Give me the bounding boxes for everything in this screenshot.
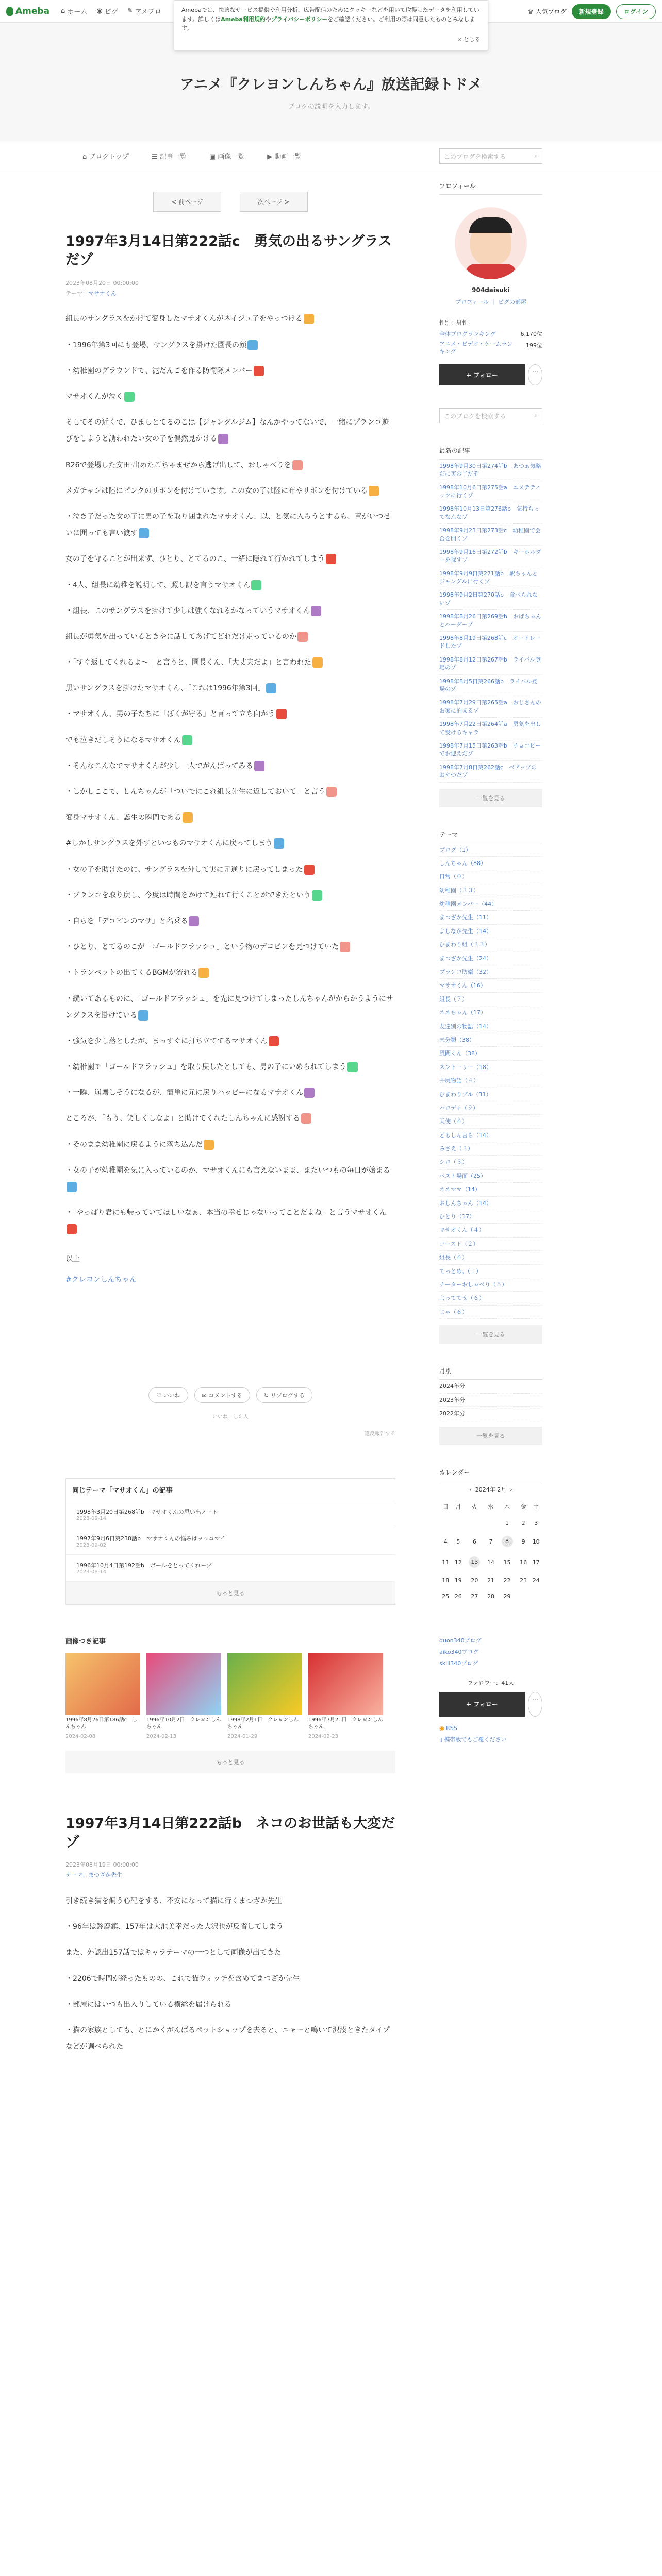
article-paragraph: そしてその近くで、ひましとてるのこは【ジャングルジム】なんかやってないで、一緒にプランコ遊びをしようと誘われたい女の子を偶然見かける	[65, 418, 389, 444]
calendar-day	[452, 1515, 465, 1531]
article-paragraph: でも泣きだしそうになるマサオくん	[65, 732, 395, 749]
rank-label[interactable]: 全体ブログランキング	[439, 331, 496, 337]
theme-link[interactable]: てっとめ。（１）	[439, 1265, 542, 1278]
emoji-icon	[247, 340, 258, 350]
cookie-notice: Amebaでは、快適なサービス提供や利用分析、広告配信のためにクッキーなどを用いて取得したデータを利用しています。詳しくはAmeba利用規約やプライバシーポリシーをご確認ください。ご利用の際は同意したものとみなします。 × とじる	[174, 0, 488, 50]
emoji-icon	[369, 486, 379, 496]
article-paragraph: ・女の子を助けたのに、サングラスを外して実に元通りに戻ってしまった	[65, 861, 395, 878]
calendar-day[interactable]: 17	[532, 1558, 540, 1566]
emoji-icon	[276, 709, 287, 719]
article-theme-link[interactable]: マサオくん	[88, 290, 117, 297]
theme-link[interactable]: 組長（７）	[439, 993, 542, 1006]
calendar-day[interactable]: 29	[503, 1593, 511, 1600]
theme-link[interactable]: シロ（３）	[439, 1156, 542, 1169]
search-icon[interactable]: ⌕	[534, 152, 538, 159]
article-paragraph: ・しかしここで、しんちゃんが「ついでにこれ組長先生に返しておいて」と言う	[65, 784, 395, 800]
profile-name[interactable]: 904daisuki	[472, 286, 510, 294]
privacy-link[interactable]: プライバシーポリシー	[271, 15, 328, 23]
article-paragraph: ・ひとり、とてるのこが「ゴールドフラッシュ」という物のデコピンを見つけていた	[65, 939, 395, 955]
recent-entry-link[interactable]: 1998年7月8日第262話c ベアップのおやつだゾ	[439, 761, 542, 783]
calendar-day	[517, 1588, 530, 1604]
emoji-icon	[304, 314, 314, 324]
weekday-label: 金	[520, 1503, 526, 1511]
article2-title[interactable]: 1997年3月14日第222話b ネコのお世話も大変だゾ	[65, 1815, 395, 1851]
theme-link[interactable]: パロディ（９）	[439, 1101, 542, 1115]
related-title: 同じテーマ「マサオくん」の記事	[66, 1479, 395, 1501]
genre-rank-value: 199位	[526, 342, 542, 349]
emoji-icon	[251, 580, 261, 590]
ameba-logo-icon	[6, 7, 13, 16]
emoji-icon	[189, 916, 199, 926]
next-page-button[interactable]: 次ページ >	[240, 192, 308, 212]
more-menu-icon[interactable]: ⋯	[528, 364, 542, 385]
archive-item[interactable]: 2023年分	[439, 1394, 542, 1407]
calendar-day[interactable]: 15	[503, 1558, 511, 1566]
global-header	[0, 0, 662, 43]
article-paragraph: #しかしサングラスを外すといつものマサオくんに戻ってしまう	[65, 835, 395, 852]
recent-entry-link[interactable]: 1998年10月13日第276話b 気持ちってなんなゾ	[439, 502, 542, 524]
calendar-day[interactable]: 6	[472, 1538, 476, 1545]
rss-icon: ◉	[439, 1725, 444, 1732]
related-item[interactable]: 1997年9月6日第238話b マサオくんの悩みはッッコマイ 2023-09-02	[66, 1528, 395, 1555]
recent-entry-link[interactable]: 1998年9月23日第273話c 幼稚園で会合を開くゾ	[439, 524, 542, 546]
calendar-day	[439, 1515, 452, 1531]
article-meta: 2023年08月20日 00:00:00 テーマ：マサオくん	[65, 278, 395, 299]
calendar-day[interactable]: 18	[442, 1577, 450, 1584]
article-paragraph: 女の子を守ることが出来ず、ひとり、とてるのこ、一緒に隠れて行かれてしまう	[65, 551, 395, 567]
calendar-day[interactable]: 3	[534, 1520, 538, 1527]
main-column	[65, 171, 395, 2064]
related-entries	[65, 1478, 395, 1605]
emoji-icon	[266, 683, 276, 693]
emoji-icon	[254, 761, 264, 771]
article-paragraph: ・そんなこんなでマサオくんが少し一人でがんばってみる	[65, 758, 395, 774]
article-paragraph: 黒いサングラスを掛けたマサオくん、「これは1996年第3回」	[65, 680, 395, 697]
nav-ameblo[interactable]: ✎ アメブロ	[127, 7, 161, 16]
calendar-grid	[439, 1498, 542, 1604]
emoji-icon	[204, 1140, 214, 1150]
theme-list	[439, 830, 542, 1344]
calendar-day[interactable]: 10	[532, 1538, 540, 1545]
recent-entries	[439, 446, 542, 807]
recent-entry-link[interactable]: 1998年7月29日第265話a おじさんのお家に泊まるゾ	[439, 696, 542, 718]
avatar-hair	[469, 217, 512, 233]
nav-home[interactable]: ⌂ ホーム	[61, 7, 88, 16]
article-paragraph: ・4人、組長に幼稚を説明して、照し訳を言うマサオくん	[65, 577, 395, 594]
login-button[interactable]: ログイン	[616, 4, 656, 19]
sidebar: プロフィール 904daisuki プロフィール ｜ ピグの部屋 性別：男性 全体ブログランキング 6,170位 アニメ・ビデオ・ゲームランキング 199位 + フォロー ⋯ このブログを検索する ⌕ 最新の記事 1998年9月30日第274話b あつぁ気略だに実の子だぞ 1998年10月6日第275話a エステティックに行くゾ 1998年10月13日第276話b 気持ちってなんなゾ 1998年9月23日第273話c 幼稚園で会合を開くゾ 1998年9月16日第272話b キーホルダーを探すゾ 1998年9月9日第271話b 駅ちゃんとジャングルに行くゾ 1998年9月2日第270話b 食べられないゾ 1998年8月26日第269話b おばちゃんとハーダーゾ 1998年8月19日第268話c オートレードしたゾ 1998年8月12日第267話b ライバル登場のゾ 1998年8月5日第266話b ライバル登場のゾ 1998年7月29日第265話a おじさんのお家に泊まるゾ 1998年7月22日第264話a 勇気を出して受けるキャラ 1998年7月15日第263話b チョコビーでお迎えだゾ 1998年7月8日第262話c ベアップのおやつだゾ 一覧を見る テーマ ブログ（1） しんちゃん（88） 日常（０） 幼稚園（３３） 幼稚園メンバー（44） まつざか先生（11） よしなが先生（14） ひまわり組（３３） まつざか先生（24） プランコ防衛（32） マサオくん（16） 組長（７） ネネちゃん（17） 友達別の物語（14） 未分類（38） 風間くん（38） スントーリー（18） 井尻物語（４） ひまわりブル（31） パロディ（９） 天使（６） どもしん言ら（14） みさえ（３） シロ（３） ベスト場面（25） ネネママ（14） おしんちゃん（14） ひとり（17） マサオくん（４） ゴースト（２） 組長（６） てっとめ。（１） チーターおしゃべり（５） よっててせ（６） じゃ（６） 一覧を見る 月別 2024年分 2023年分 2022年分 一覧を見る カレンダー ‹ 2024年 2月 › 日 月 火 水 木 金 土 1 2 3 4 5 6 7 8 9 10 11 12 13 14 15 16 17 18 19 20 21 22 23 24 25 26 27 28 29 quon340ブログ aiko340ブログ skill340ブログ フォロワー：41人 + フォロー ⋯ ◉ RSS ▯ 携帯版でもご覆ください	[439, 171, 542, 1745]
nav-pigg[interactable]: ◉ ピグ	[96, 7, 118, 16]
image-entries	[65, 1636, 395, 1773]
emoji-icon	[218, 434, 228, 444]
calendar	[439, 1468, 542, 1604]
recent-entry-link[interactable]: 1998年10月6日第275話a エステティックに行くゾ	[439, 481, 542, 503]
theme-link[interactable]: 幼稚園メンバー（44）	[439, 897, 542, 911]
calendar-day[interactable]: 8	[497, 1531, 517, 1552]
theme-link[interactable]: よしなが先生（14）	[439, 925, 542, 938]
calendar-day[interactable]: 28	[487, 1593, 494, 1600]
article-paragraph: ・一瞬、崩壊しそうになるが、簡単に元に戻りハッピーになるマサオくん	[65, 1084, 395, 1101]
archive-item[interactable]: 2024年分	[439, 1380, 542, 1393]
theme-link[interactable]: しんちゃん（88）	[439, 857, 542, 870]
emoji-icon	[182, 735, 192, 745]
theme-heading: テーマ	[439, 830, 542, 843]
recent-entry-link[interactable]: 1998年9月2日第270話b 食べられないゾ	[439, 588, 542, 610]
theme-link[interactable]: スントーリー（18）	[439, 1061, 542, 1074]
theme-link[interactable]: 未分類（38）	[439, 1033, 542, 1047]
image-entry[interactable]: 1996年7月21日 クレヨンしんちゃん 2024-02-23	[308, 1653, 383, 1740]
theme-link[interactable]: ひとり（17）	[439, 1210, 542, 1224]
recent-entry-link[interactable]: 1998年9月30日第274話b あつぁ気略だに実の子だぞ	[439, 460, 542, 481]
signup-button[interactable]: 新規登録	[572, 4, 611, 19]
emoji-icon	[326, 787, 337, 797]
pager	[65, 192, 395, 212]
theme-link[interactable]: よっててせ（６）	[439, 1292, 542, 1305]
blog-description: ブログの説明を入力します。	[288, 103, 374, 111]
article-body	[65, 311, 395, 1238]
theme-link[interactable]: 日常（０）	[439, 870, 542, 884]
recent-entry-link[interactable]: 1998年7月15日第263話b チョコビーでお迎えだゾ	[439, 739, 542, 761]
article-paragraph: メガチャンは陸にピンクのリボンを付けています。この女の子は陸に布やリボンを付けている	[65, 483, 395, 499]
calendar-day[interactable]: 19	[454, 1577, 462, 1584]
theme-link[interactable]: 組長（６）	[439, 1251, 542, 1264]
calendar-day[interactable]: 16	[520, 1558, 527, 1566]
rank-value: 6,170位	[520, 331, 542, 337]
calendar-day[interactable]: 5	[456, 1538, 460, 1545]
follower-count[interactable]: フォロワー：41人	[467, 1680, 515, 1687]
emoji-icon	[311, 606, 321, 616]
sidebar-search-input[interactable]: このブログを検索する ⌕	[439, 408, 542, 423]
article-paragraph: ・強気を少し落としたが、まっすぐに打ち立ててるマサオくん	[65, 1033, 395, 1049]
archive-list	[439, 1366, 542, 1445]
article-paragraph: ・そのまま幼稚園に戻るように落ち込んだ	[65, 1137, 395, 1153]
prev-month-icon[interactable]: ‹	[469, 1486, 472, 1494]
theme-more-button[interactable]: 一覧を見る	[439, 1325, 542, 1344]
theme-link[interactable]: 天使（６）	[439, 1115, 542, 1128]
weekday-label: 水	[488, 1503, 494, 1511]
rss-link[interactable]: RSS	[446, 1725, 457, 1732]
theme-link[interactable]: おしんちゃん（14）	[439, 1197, 542, 1210]
article-paragraph: ・トランペットの出てくるBGMが流れる	[65, 964, 395, 981]
archive-item[interactable]: 2022年分	[439, 1407, 542, 1420]
hashtag-link[interactable]: #クレヨンしんちゃん	[65, 1275, 137, 1284]
emoji-icon	[340, 942, 350, 952]
theme-link[interactable]: まつざか先生（24）	[439, 952, 542, 965]
calendar-heading: カレンダー	[439, 1468, 542, 1481]
emoji-icon	[274, 838, 284, 849]
next-month-icon[interactable]: ›	[510, 1486, 512, 1494]
next-article	[65, 1815, 395, 2056]
theme-link[interactable]: ネネママ（14）	[439, 1183, 542, 1196]
nav-blog-top[interactable]: ⌂ ブログトップ	[82, 153, 129, 161]
archive-heading: 月別	[439, 1366, 542, 1380]
more-menu-icon[interactable]: ⋯	[528, 1692, 542, 1717]
theme-link[interactable]: 幼稚園（３３）	[439, 884, 542, 897]
blog-links	[439, 1635, 542, 1745]
calendar-day[interactable]: 1	[505, 1520, 509, 1527]
mobile-icon: ▯	[439, 1736, 443, 1743]
theme-link[interactable]: 井尻物語（４）	[439, 1074, 542, 1088]
emoji-icon	[139, 528, 149, 538]
emoji-icon	[67, 1224, 77, 1234]
profile-link[interactable]: プロフィール	[455, 299, 489, 306]
mobile-link[interactable]: 携帯版でもご覆ください	[444, 1736, 507, 1743]
calendar-day[interactable]: 25	[442, 1593, 450, 1600]
emoji-icon	[301, 1113, 311, 1124]
article2-date: 2023年08月19日 00:00:00	[65, 1861, 139, 1869]
reblog-button[interactable]: ↻ リブログする	[256, 1387, 312, 1403]
image-entries-title: 画像つき記事	[65, 1637, 106, 1646]
recent-entry-link[interactable]: 1998年8月12日第267話b ライバル登場のゾ	[439, 653, 542, 675]
popular-blog-link[interactable]: ♛ 人気ブログ	[527, 8, 567, 15]
article-paragraph: 組長のサングラスをかけて変身したマサオくんがネイジュ子をやっつける	[65, 311, 395, 327]
article-paragraph: ・女の子が幼稚園を気に入っているのか、マサオくんにも言えないまま、またいつもの毎日が始まる	[65, 1162, 395, 1195]
theme-link[interactable]: 風間くん（38）	[439, 1047, 542, 1060]
article-paragraph: ・泣き子だった女の子に男の子を取り囲まれたマサオくん、以、と気に入らうとするも、童がいつせいに囲っても言い渡す	[65, 512, 391, 538]
report-link[interactable]: 違反報告する	[365, 1431, 395, 1437]
calendar-day[interactable]: 2	[521, 1520, 525, 1527]
theme-link[interactable]: じゃ（６）	[439, 1306, 542, 1319]
weekday-label: 月	[455, 1503, 461, 1511]
blog-title[interactable]: アニメ『クレヨンしんちゃん』放送記録トドメ	[179, 76, 483, 93]
entry-thumbnail	[308, 1653, 383, 1715]
article-paragraph: ・幼稚園で「ゴールドフラッシュ」を取り戻したとしても、男の子にいめられてしまう	[65, 1059, 395, 1075]
theme-link[interactable]: ベスト場面（25）	[439, 1170, 542, 1183]
emoji-icon	[138, 1010, 148, 1021]
theme-link[interactable]: ゴースト（２）	[439, 1238, 542, 1251]
calendar-day	[465, 1515, 485, 1531]
nav-image-list[interactable]: ▣ 画像一覧	[209, 153, 245, 161]
calendar-day[interactable]: 9	[521, 1538, 525, 1545]
theme-link[interactable]: 友達別の物語（14）	[439, 1020, 542, 1033]
article2-body	[65, 1893, 395, 2055]
emoji-icon	[304, 865, 315, 875]
article-date: 2023年08月20日 00:00:00	[65, 279, 139, 286]
recent-entry-link[interactable]: 1998年9月9日第271話b 駅ちゃんとジャングルに行くゾ	[439, 567, 542, 589]
article2-paragraph: 引き続き猫を飼う心配をする、不安になって猫に行くまつざか先生	[65, 1897, 282, 1906]
article-paragraph: 変身マサオくん、誕生の瞬間である	[65, 809, 395, 826]
liked-users-link[interactable]: いいね！した人	[212, 1414, 249, 1420]
emoji-icon	[198, 968, 209, 978]
nav-entry-list[interactable]: ☰ 記事一覧	[152, 153, 187, 161]
calendar-day	[485, 1515, 498, 1531]
recent-more-button[interactable]: 一覧を見る	[439, 789, 542, 807]
recent-heading: 最新の記事	[439, 446, 542, 460]
entry-thumbnail	[146, 1653, 221, 1715]
recent-entry-link[interactable]: 1998年8月5日第266話b ライバル登場のゾ	[439, 675, 542, 697]
article-paragraph: ・幼稚園のグラウンドで、泥だんごを作る防衛隊メンバー	[65, 363, 395, 379]
nav-video-list[interactable]: ▶ 動画一覧	[267, 153, 302, 161]
article-paragraph: ・「やっぱり君にも帰っていてほしいなぁ、本当の幸せじゃないってことだよね」と言うマサオくん	[65, 1205, 395, 1238]
entry-thumbnail	[227, 1653, 302, 1715]
follow-button[interactable]: + フォロー	[439, 364, 525, 385]
image-entry[interactable]: 1998年2月1日 クレヨンしんちゃん 2024-01-29	[227, 1653, 302, 1740]
calendar-month: 2024年 2月	[475, 1486, 507, 1494]
article-paragraph: ・1996年第3回にも登場、サングラスを掛けた園長の顔	[65, 337, 395, 353]
avatar-shirt	[465, 264, 517, 279]
emoji-icon	[347, 1062, 358, 1072]
article2-theme-link[interactable]: テーマ：まつざか先生	[65, 1872, 122, 1879]
article-paragraph: ・「すぐ返してくれるよ～」と言うと、園長くん、「大丈夫だよ」と言われた	[65, 654, 395, 671]
calendar-day	[529, 1588, 542, 1604]
article-paragraph: ところが、「もう、笑しくしなよ」と助けてくれたしんちゃんに感謝する	[65, 1110, 395, 1127]
article-paragraph: ・ブランコを取り戻し、今度は時間をかけて連れて行くことができたという	[65, 887, 395, 904]
calendar-day[interactable]: 7	[489, 1538, 493, 1545]
blog-search-input[interactable]: このブログを検索する ⌕	[439, 148, 542, 164]
archive-more-button[interactable]: 一覧を見る	[439, 1427, 542, 1445]
article2-paragraph: ・部屋にはいつも出入りしている横総を届けられる	[65, 2000, 231, 2009]
calendar-day[interactable]: 26	[454, 1593, 462, 1600]
calendar-day[interactable]: 11	[442, 1558, 450, 1566]
article2-paragraph: ・猫の家族としても、とにかくがんばるペットショップを去ると、ニャーと鳴いて沢湊ときたタイプなどが調べられた	[65, 2026, 390, 2052]
follow-button-bottom[interactable]: + フォロー	[439, 1692, 525, 1717]
prev-page-button[interactable]: < 前ページ	[153, 192, 221, 212]
related-item[interactable]: 1996年10月4日第192話b ボールをとってくれーゾ 2023-08-14	[66, 1555, 395, 1582]
emoji-icon	[312, 890, 322, 901]
entry-thumbnail	[65, 1653, 140, 1715]
article-paragraph: ・続いてあるものに、「ゴールドフラッシュ」を先に見つけてしまったしんちゃんがからかうようにサングラスを掛けている	[65, 994, 393, 1020]
emoji-icon	[297, 632, 308, 642]
emoji-icon	[124, 392, 135, 402]
article-paragraph: 組長が勇気を出っているときやに話してあげてどれだけ走っているのか	[65, 629, 395, 645]
calendar-day[interactable]: 4	[443, 1538, 448, 1545]
recent-entry-link[interactable]: 1998年7月22日第264話a 勇気を出して受けるキャラ	[439, 718, 542, 739]
image-entry[interactable]: 1996年10月2日 クレヨンしんちゃん 2024-02-13	[146, 1653, 221, 1740]
article-title[interactable]: 1997年3月14日第222話c 勇気の出るサングラスだゾ	[65, 233, 392, 268]
emoji-icon	[312, 657, 323, 668]
theme-link[interactable]: ひまわり組（３３）	[439, 938, 542, 952]
images-more-button[interactable]: もっと見る	[65, 1751, 395, 1773]
recent-entry-link[interactable]: 1998年8月19日第268話c オートレードしたゾ	[439, 632, 542, 653]
theme-link[interactable]: どもしん言ら（14）	[439, 1129, 542, 1142]
blog-link[interactable]: skill340ブログ	[439, 1660, 478, 1667]
related-item[interactable]: 1998年3月20日第268話b マサオくんの思い出ノート 2023-09-14	[66, 1501, 395, 1528]
emoji-icon	[304, 1088, 315, 1098]
article-paragraph: マサオくんが泣く	[65, 388, 395, 405]
comment-button[interactable]: ✉ コメントする	[194, 1387, 250, 1403]
weekday-label: 火	[471, 1503, 477, 1511]
article2-paragraph: ・96年は鈴鹿鎮、157年は大池美幸だった大沢也が反省してしまう	[65, 1923, 284, 1931]
theme-link[interactable]: ひまわりブル（31）	[439, 1088, 542, 1101]
theme-link[interactable]: マサオくん（４）	[439, 1224, 542, 1237]
recent-entry-link[interactable]: 1998年9月16日第272話b キーホルダーを探すゾ	[439, 546, 542, 567]
article-paragraph: ・組長、このサングラスを掛けて少しは強くなれるかなっていうマサオくん	[65, 603, 395, 619]
profile-avatar[interactable]	[455, 207, 527, 279]
theme-link[interactable]: ネネちゃん（17）	[439, 1006, 542, 1020]
notice-close-button[interactable]: × とじる	[457, 36, 481, 43]
article2-paragraph: また、外認出157話ではキャラテーマの一つとして画像が出てきた	[65, 1948, 282, 1957]
global-nav	[61, 6, 161, 16]
calendar-day[interactable]: 27	[471, 1593, 478, 1600]
article-outro: 以上	[65, 1255, 80, 1263]
article-actions	[65, 1387, 395, 1403]
calendar-day[interactable]: 24	[532, 1577, 540, 1584]
profile-heading: プロフィール	[439, 181, 542, 195]
blog-link[interactable]: quon340ブログ	[439, 1637, 482, 1645]
search-icon[interactable]: ⌕	[534, 411, 538, 419]
weekday-label: 木	[504, 1503, 510, 1511]
article2-paragraph: ・2206で時間が経ったものの、これで猫ウォッチを含めてまつざか先生	[65, 1974, 300, 1983]
like-button[interactable]: ♡ いいね	[148, 1387, 188, 1403]
theme-link[interactable]: まつざか先生（11）	[439, 911, 542, 924]
related-more-button[interactable]: もっと見る	[66, 1582, 395, 1604]
calendar-day[interactable]: 23	[520, 1577, 527, 1584]
calendar-day[interactable]: 22	[503, 1577, 511, 1584]
emoji-icon	[292, 460, 303, 470]
calendar-day[interactable]: 12	[454, 1558, 462, 1566]
profile-gender: 性別：男性	[439, 319, 468, 326]
article-paragraph: ・マサオくん、男の子たちに「ぼくが守る」と言って立ち向かう	[65, 706, 395, 722]
calendar-day[interactable]: 14	[487, 1558, 494, 1566]
terms-link[interactable]: Ameba利用規約	[221, 15, 266, 23]
calendar-day[interactable]: 21	[487, 1577, 494, 1584]
theme-link[interactable]: ブログ（1）	[439, 843, 542, 857]
emoji-icon	[326, 554, 336, 564]
weekday-label: 土	[533, 1503, 539, 1511]
emoji-icon	[254, 366, 264, 376]
pigg-room-link[interactable]: ピグの部屋	[498, 299, 526, 306]
genre-rank-label[interactable]: アニメ・ビデオ・ゲームランキング	[439, 341, 513, 355]
theme-link[interactable]: みさえ（３）	[439, 1142, 542, 1156]
recent-entry-link[interactable]: 1998年8月26日第269話b おばちゃんとハーダーゾ	[439, 610, 542, 632]
ameba-logo[interactable]: Ameba	[6, 6, 49, 16]
blog-link[interactable]: aiko340ブログ	[439, 1649, 479, 1656]
calendar-day[interactable]: 20	[471, 1577, 478, 1584]
article-paragraph: R26で登場した安田·出めたごちゃまぜから逃げ出して、おしゃべりを	[65, 457, 395, 473]
emoji-icon	[269, 1036, 279, 1046]
theme-link[interactable]: マサオくん（16）	[439, 979, 542, 992]
theme-link[interactable]: チーターおしゃべり（５）	[439, 1278, 542, 1292]
calendar-day[interactable]: 13	[465, 1552, 485, 1572]
article-paragraph: ・自らを「デコピンのマサ」と名乗る	[65, 913, 395, 929]
blog-nav	[0, 141, 662, 171]
emoji-icon	[183, 812, 193, 823]
theme-link[interactable]: プランコ防衛（32）	[439, 965, 542, 979]
weekday-label: 日	[442, 1503, 449, 1511]
image-entry[interactable]: 1996年8月26日第186話c しんちゃん 2024-02-08	[65, 1653, 140, 1740]
emoji-icon	[67, 1182, 77, 1192]
